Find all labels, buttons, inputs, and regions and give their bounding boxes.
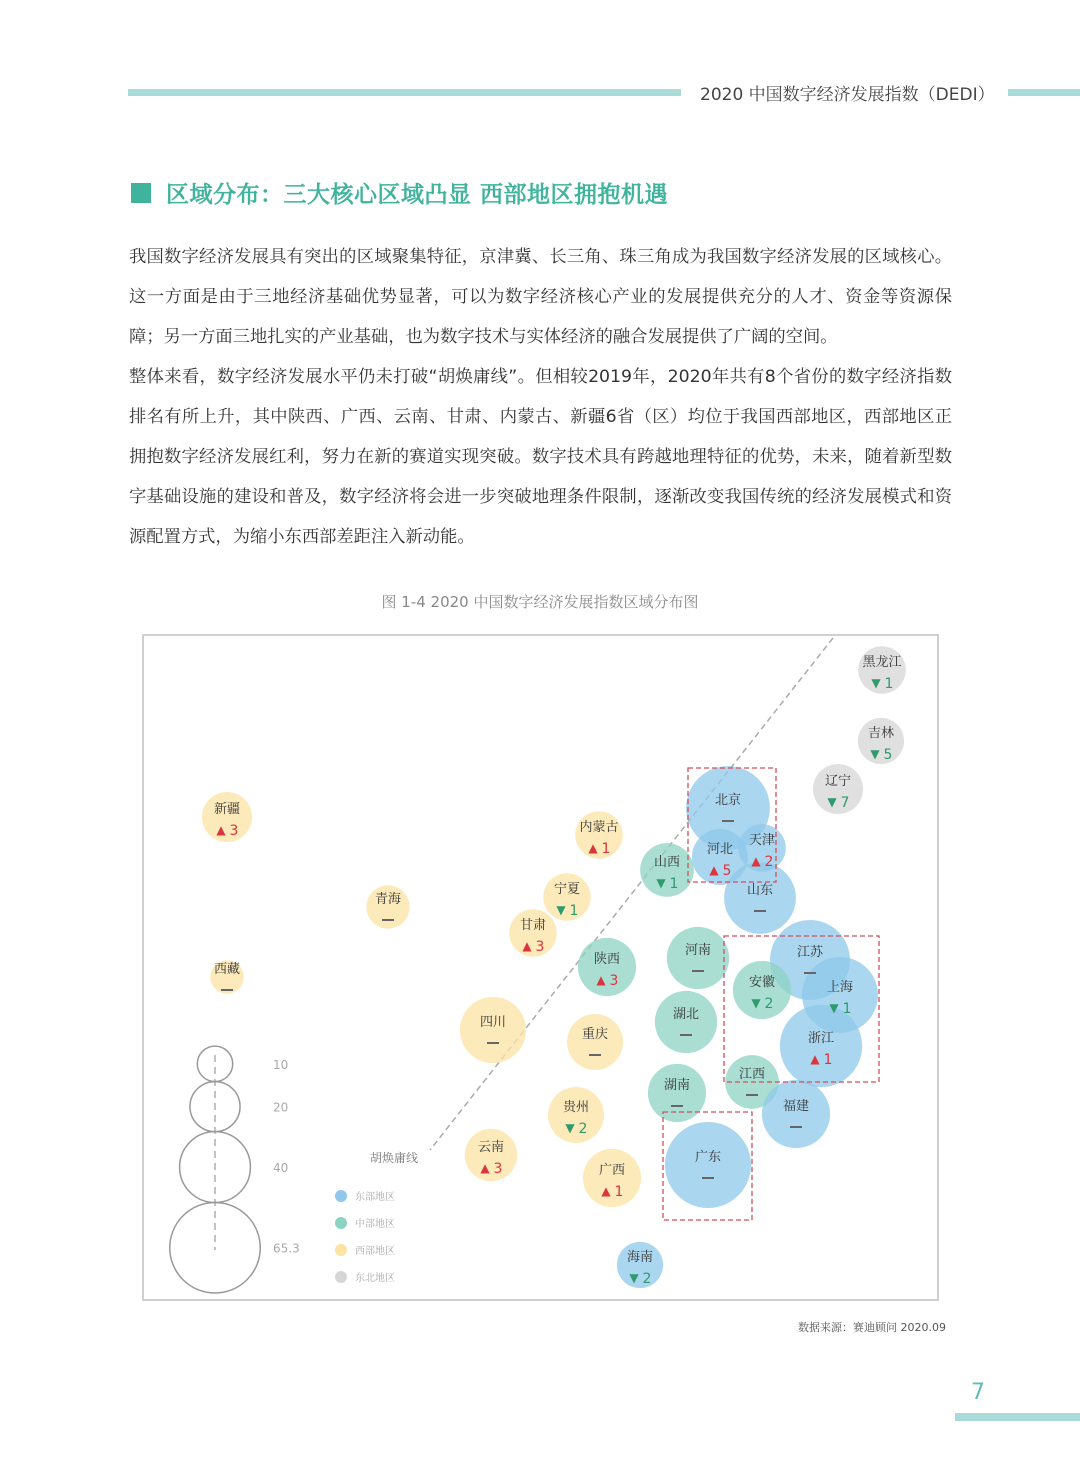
bubble-label: 福建 <box>782 1099 810 1114</box>
up-arrow-icon: ▲ <box>522 939 532 953</box>
rank-change: 3 <box>229 823 239 839</box>
page-number-rule <box>955 1413 1080 1421</box>
paragraph-1: 我国数字经济发展具有突出的区域聚集特征，京津冀、长三角、珠三角成为我国数字经济发展的区域核心。这一方面是由于三地经济基础优势显著，可以为数字经济核心产业的发展提供充分的人才、资金等资源保障；另一方面三地扎实的产业基础，也为数字技术与实体经济的融合发展提供了广阔的空间。 <box>129 247 952 347</box>
bubble-label: 辽宁 <box>824 774 852 789</box>
bubble-label: 新疆 <box>213 802 241 817</box>
bubble-label: 甘肃 <box>519 918 547 933</box>
bubble-内蒙古 <box>575 811 623 859</box>
rank-change: 5 <box>883 747 893 763</box>
legend-swatch <box>335 1190 347 1202</box>
rank-change: 1 <box>569 903 579 919</box>
page-number: 7 <box>971 1380 985 1405</box>
down-arrow-icon: ▼ <box>829 1001 839 1015</box>
bubble-label: 重庆 <box>581 1027 609 1042</box>
bubble-label: 青海 <box>374 892 402 907</box>
bubble-label: 吉林 <box>867 726 895 741</box>
down-arrow-icon: ▼ <box>565 1121 575 1135</box>
bubble-辽宁 <box>813 764 863 814</box>
down-arrow-icon: ▼ <box>871 676 881 690</box>
bubble-福建 <box>762 1080 830 1148</box>
paragraph-2: 整体来看，数字经济发展水平仍未打破“胡焕庸线”。但相较2019年，2020年共有8个省份的数字经济指数排名有所上升，其中陕西、广西、云南、甘肃、内蒙古、新疆6省（区）均位于我国西部地区，西部地区正拥抱数字经济发展红利，努力在新的赛道实现突破。数字技术具有跨越地理特征的优势，未来，随着新型数字基础设施的建设和普及，数字经济将会进一步突破地理条件限制，逐渐改变我国传统的经济发展模式和资源配置方式，为缩小东西部差距注入新动能。 <box>129 367 952 547</box>
bubble-宁夏 <box>543 873 591 921</box>
legend-label: 东北地区 <box>355 1273 395 1284</box>
rank-change: 1 <box>614 1184 624 1200</box>
rank-change: 1 <box>884 676 894 692</box>
bubble-label: 西藏 <box>213 962 241 977</box>
bubble-贵州 <box>548 1087 604 1143</box>
bubble-label: 山东 <box>746 883 774 898</box>
bubble-label: 江西 <box>738 1067 766 1082</box>
hu-line-label: 胡焕庸线 <box>370 1151 419 1165</box>
rank-change: 1 <box>823 1052 833 1068</box>
rank-change: 1 <box>601 841 611 857</box>
data-source: 数据来源：赛迪顾问 2020.09 <box>798 1321 946 1334</box>
bubble-label: 贵州 <box>562 1100 590 1115</box>
bubble-安徽 <box>733 961 791 1019</box>
legend-label: 中部地区 <box>355 1219 395 1230</box>
bubble-label: 湖南 <box>663 1078 691 1093</box>
bubble-新疆 <box>202 792 252 842</box>
size-legend-label: 20 <box>273 1100 289 1115</box>
bubble-重庆 <box>567 1014 623 1070</box>
legend-label: 西部地区 <box>355 1246 395 1257</box>
up-arrow-icon: ▲ <box>601 1184 611 1198</box>
size-legend-label: 40 <box>273 1161 289 1176</box>
size-legend-label: 65.3 <box>273 1241 300 1256</box>
rank-change: 1 <box>669 876 679 892</box>
bubble-label: 浙江 <box>807 1031 835 1046</box>
bubble-湖南 <box>648 1064 706 1122</box>
legend-swatch <box>335 1244 347 1256</box>
up-arrow-icon: ▲ <box>588 841 598 855</box>
up-arrow-icon: ▲ <box>596 973 606 987</box>
rank-change: 3 <box>535 939 545 955</box>
bubble-山西 <box>640 843 694 897</box>
bubble-label: 宁夏 <box>553 882 581 897</box>
up-arrow-icon: ▲ <box>751 854 761 868</box>
size-legend-circle <box>197 1046 232 1081</box>
bubble-吉林 <box>858 718 904 764</box>
legend-label: 东部地区 <box>355 1192 395 1203</box>
rank-change: 7 <box>840 795 850 811</box>
bubble-黑龙江 <box>858 646 906 694</box>
up-arrow-icon: ▲ <box>216 823 226 837</box>
legend-swatch <box>335 1217 347 1229</box>
figure-caption: 图 1-4 2020 中国数字经济发展指数区域分布图 <box>381 593 699 611</box>
rank-change: 3 <box>493 1161 503 1177</box>
bubble-label: 黑龙江 <box>862 655 902 670</box>
up-arrow-icon: ▲ <box>709 863 719 877</box>
bubble-label: 河南 <box>684 943 712 958</box>
rank-change: 2 <box>764 854 774 870</box>
section-title: 区域分布：三大核心区域凸显 西部地区拥抱机遇 <box>166 182 669 208</box>
bubble-label: 海南 <box>626 1250 654 1265</box>
rank-change: 2 <box>578 1121 588 1137</box>
up-arrow-icon: ▲ <box>480 1161 490 1175</box>
bubble-label: 天津 <box>748 833 776 848</box>
bubble-陕西 <box>578 938 636 996</box>
bubble-浙江 <box>780 1005 862 1087</box>
bubble-label: 四川 <box>479 1015 507 1030</box>
down-arrow-icon: ▼ <box>556 903 566 917</box>
bubble-湖北 <box>655 991 717 1053</box>
header-title: 2020 中国数字经济发展指数（DEDI） <box>700 85 995 105</box>
bubble-label: 湖北 <box>672 1007 700 1022</box>
rank-change: 1 <box>842 1001 852 1017</box>
bubble-label: 云南 <box>477 1140 505 1155</box>
bubble-海南 <box>617 1242 663 1288</box>
down-arrow-icon: ▼ <box>827 795 837 809</box>
rank-change: 3 <box>609 973 619 989</box>
bubble-云南 <box>465 1129 518 1182</box>
bubble-label: 河北 <box>706 842 734 857</box>
down-arrow-icon: ▼ <box>656 876 666 890</box>
down-arrow-icon: ▼ <box>870 747 880 761</box>
bubble-label: 北京 <box>714 793 742 808</box>
up-arrow-icon: ▲ <box>810 1052 820 1066</box>
bubble-甘肃 <box>509 909 557 957</box>
bubble-广东 <box>665 1122 751 1208</box>
bubble-四川 <box>460 997 526 1063</box>
size-legend-label: 10 <box>273 1057 289 1072</box>
down-arrow-icon: ▼ <box>751 996 761 1010</box>
bubble-label: 安徽 <box>748 975 776 990</box>
rank-change: 2 <box>764 996 774 1012</box>
bubble-label: 内蒙古 <box>579 820 619 835</box>
bubble-label: 上海 <box>826 980 854 995</box>
bubble-label: 广东 <box>694 1150 722 1165</box>
bubble-山东 <box>724 862 796 934</box>
bubble-label: 广西 <box>598 1163 626 1178</box>
bubble-河南 <box>667 927 729 989</box>
bubble-label: 江苏 <box>796 945 824 960</box>
bubble-广西 <box>583 1149 641 1207</box>
bubble-label: 陕西 <box>593 952 621 967</box>
rank-change: 5 <box>722 863 732 879</box>
legend-swatch <box>335 1271 347 1283</box>
bubble-label: 山西 <box>653 855 681 870</box>
down-arrow-icon: ▼ <box>629 1271 639 1285</box>
rank-change: 2 <box>642 1271 652 1287</box>
